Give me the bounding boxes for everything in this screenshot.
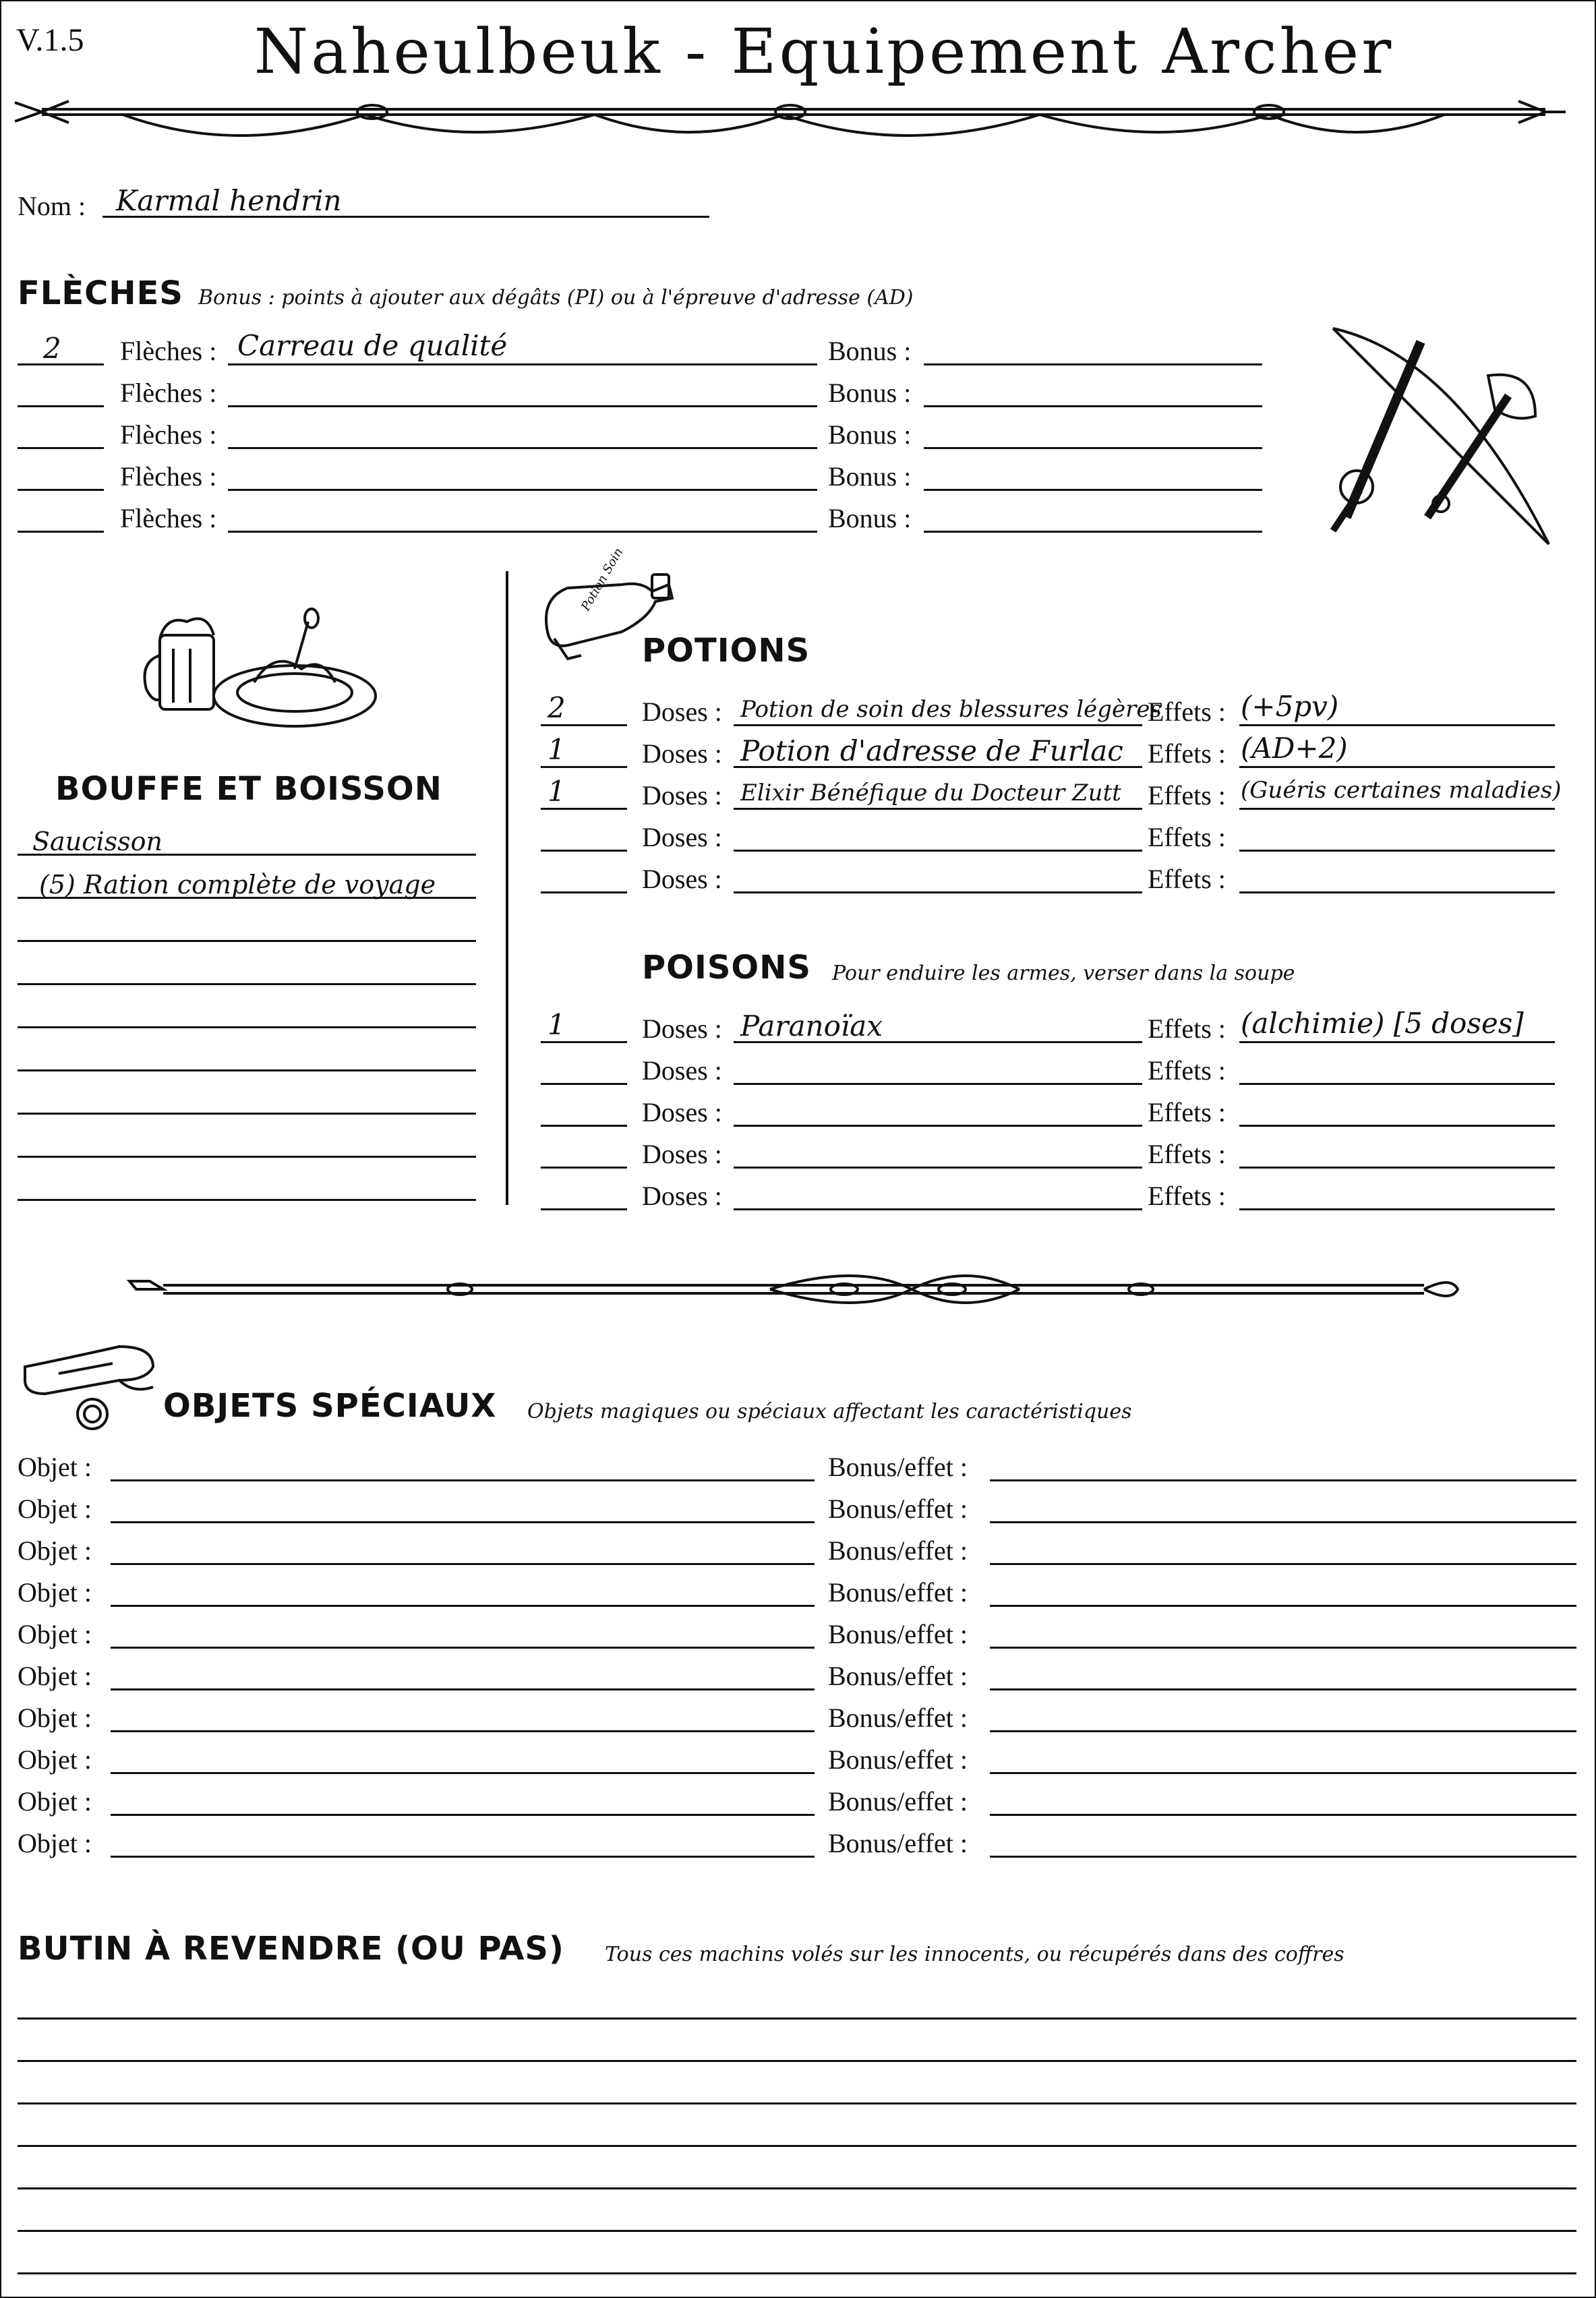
poisons-qty[interactable]: 1 [548,1008,566,1041]
poisons-effect-line [1239,1083,1555,1085]
fleches-bonus-label: Bonus : [828,503,912,533]
objet-label: Objet : [18,1744,92,1775]
objet-bonus-label: Bonus/effet : [828,1786,968,1817]
fleches-bonus-label: Bonus : [828,336,912,366]
potions-qty-line [541,766,627,768]
poisons-heading: POISONS [642,949,811,986]
potions-heading: POTIONS [642,632,810,670]
bouffe-line [18,1156,476,1158]
fleches-name-line [228,447,817,449]
objet-bonus-label: Bonus/effet : [828,1452,968,1482]
objet-bonus-label: Bonus/effet : [828,1535,968,1566]
nom-label: Nom : [18,191,86,221]
potions-qty-line [541,891,627,893]
butin-line[interactable] [18,2272,1576,2274]
objet-bonus-line[interactable] [990,1688,1576,1690]
bouffe-heading: BOUFFE ET BOISSON [55,770,442,808]
poisons-doses-label: Doses : [642,1055,722,1086]
potion-bottle-label: Potion Soin [579,546,626,614]
fleches-heading: FLÈCHES [18,274,183,312]
objet-bonus-line[interactable] [990,1563,1576,1565]
objet-bonus-line[interactable] [990,1521,1576,1523]
fleches-bonus-label: Bonus : [828,419,912,450]
fleches-qty-line [18,405,104,407]
objet-bonus-line[interactable] [990,1856,1576,1858]
poisons-qty-line [541,1208,627,1210]
poisons-effets-label: Effets : [1148,1139,1226,1169]
fleches-qty-line [18,447,104,449]
fleches-row-label: Flèches : [120,461,217,492]
fleches-bonus-label: Bonus : [828,378,912,408]
potions-effets-label: Effets : [1148,822,1226,852]
bouffe-line [18,1069,476,1071]
fleches-bonus-line [924,489,1262,491]
potions-doses-label: Doses : [642,780,722,811]
poisons-doses-label: Doses : [642,1139,722,1169]
butin-line[interactable] [18,2145,1576,2147]
poisons-doses-label: Doses : [642,1013,722,1044]
potions-doses-label: Doses : [642,864,722,894]
objet-bonus-label: Bonus/effet : [828,1703,968,1733]
fleches-bonus-line [924,405,1262,407]
column-divider [506,571,508,1205]
poisons-name[interactable]: Paranoïax [740,1009,883,1042]
potions-effect[interactable]: (Guéris certaines maladies) [1241,777,1562,804]
objet-bonus-line[interactable] [990,1730,1576,1732]
objet-bonus-label: Bonus/effet : [828,1494,968,1524]
objets-heading: OBJETS SPÉCIAUX [163,1387,497,1425]
potions-qty-line [541,808,627,810]
bouffe-line [18,1026,476,1028]
fleches-name[interactable]: Carreau de qualité [237,329,508,362]
potions-name[interactable]: Elixir Bénéfique du Docteur Zutt [740,779,1121,806]
potions-effect-line [1239,766,1555,768]
potions-effect-line [1239,850,1555,852]
objet-bonus-line[interactable] [990,1814,1576,1816]
objet-label: Objet : [18,1703,92,1733]
objet-line[interactable] [111,1563,815,1565]
bouffe-line [18,983,476,985]
objet-bonus-label: Bonus/effet : [828,1661,968,1691]
potions-effect[interactable]: (+5pv) [1241,690,1339,723]
fleches-bonus-line [924,363,1262,365]
bouffe-line [18,940,476,942]
page-title: Naheulbeuk - Equipement Archer [254,16,1394,88]
poisons-qty-line [541,1125,627,1127]
bouffe-item[interactable]: (5) Ration complète de voyage [39,870,436,900]
potions-name[interactable]: Potion d'adresse de Furlac [740,734,1123,767]
objet-label: Objet : [18,1452,92,1482]
potions-qty-line [541,850,627,852]
poisons-effect-line [1239,1041,1555,1043]
objet-label: Objet : [18,1535,92,1566]
objet-line[interactable] [111,1647,815,1649]
potions-name-line [734,891,1142,893]
bow-and-weapons-icon [1320,315,1569,558]
fleches-row-label: Flèches : [120,378,217,408]
objet-line[interactable] [111,1479,815,1481]
mug-and-plate-icon [140,608,382,736]
staff-divider-icon [129,1262,1465,1316]
objet-bonus-line[interactable] [990,1772,1576,1774]
poisons-effets-label: Effets : [1148,1055,1226,1086]
poisons-effets-label: Effets : [1148,1097,1226,1127]
objet-line[interactable] [111,1856,815,1858]
potions-effect-line [1239,724,1555,726]
objet-label: Objet : [18,1661,92,1691]
bouffe-item[interactable]: Saucisson [32,827,162,856]
objet-label: Objet : [18,1786,92,1817]
objet-bonus-label: Bonus/effet : [828,1619,968,1649]
potions-effect[interactable]: (AD+2) [1241,732,1348,765]
potions-effets-label: Effets : [1148,697,1226,727]
fleches-name-line [228,531,817,533]
objets-note: Objets magiques ou spéciaux affectant les caractéristiques [527,1400,1132,1423]
poisons-name-line [734,1125,1142,1127]
potions-effets-label: Effets : [1148,864,1226,894]
poisons-qty-line [541,1041,627,1043]
objet-bonus-line[interactable] [990,1647,1576,1649]
nom-line [102,216,709,218]
potions-doses-label: Doses : [642,738,722,769]
poisons-effect-line [1239,1167,1555,1169]
poisons-qty-line [541,1167,627,1169]
scroll-and-ring-icon [18,1340,167,1434]
objet-label: Objet : [18,1577,92,1608]
fleches-note: Bonus : points à ajouter aux dégâts (PI) ou à l'épreuve d'adresse (AD) [198,286,914,310]
poisons-effets-label: Effets : [1148,1181,1226,1211]
butin-line[interactable] [18,2102,1576,2104]
objet-line[interactable] [111,1772,815,1774]
poisons-doses-label: Doses : [642,1097,722,1127]
fleches-qty-line [18,489,104,491]
butin-line[interactable] [18,2060,1576,2062]
objet-bonus-label: Bonus/effet : [828,1744,968,1775]
potions-effets-label: Effets : [1148,780,1226,811]
objet-line[interactable] [111,1605,815,1607]
objet-bonus-line[interactable] [990,1479,1576,1481]
fleches-qty-line [18,531,104,533]
objet-label: Objet : [18,1619,92,1649]
objet-line[interactable] [111,1814,815,1816]
bouffe-line [18,1113,476,1115]
potions-effets-label: Effets : [1148,738,1226,769]
potions-effect-line [1239,808,1555,810]
fleches-bonus-label: Bonus : [828,461,912,492]
objet-bonus-label: Bonus/effet : [828,1828,968,1858]
objet-label: Objet : [18,1828,92,1858]
fleches-bonus-line [924,531,1262,533]
fleches-name-line [228,405,817,407]
objet-label: Objet : [18,1494,92,1524]
fleches-name-line [228,363,817,365]
fleches-name-line [228,489,817,491]
version-label: V.1.5 [16,22,84,58]
poisons-name-line [734,1167,1142,1169]
fleches-row-label: Flèches : [120,503,217,533]
bouffe-line [18,1199,476,1201]
butin-line[interactable] [18,2230,1576,2232]
poisons-qty-line [541,1083,627,1085]
poisons-effets-label: Effets : [1148,1013,1226,1044]
butin-line[interactable] [18,2187,1576,2189]
potions-qty[interactable]: 2 [548,691,566,724]
potions-qty-line [541,724,627,726]
fleches-bonus-line [924,447,1262,449]
potions-qty[interactable]: 1 [548,733,566,766]
fleches-qty[interactable]: 2 [43,332,61,365]
fleches-row-label: Flèches : [120,419,217,450]
objet-bonus-line[interactable] [990,1605,1576,1607]
poisons-effect-line [1239,1125,1555,1127]
butin-heading: BUTIN À REVENDRE (OU PAS) [18,1930,564,1968]
poisons-doses-label: Doses : [642,1181,722,1211]
poisons-effect-line [1239,1208,1555,1210]
poisons-name-line [734,1208,1142,1210]
potions-doses-label: Doses : [642,697,722,727]
objet-line[interactable] [111,1730,815,1732]
objet-bonus-label: Bonus/effet : [828,1577,968,1608]
potions-name-line [734,850,1142,852]
poisons-name-line [734,1083,1142,1085]
objet-line[interactable] [111,1688,815,1690]
poisons-effect[interactable]: (alchimie) [5 doses] [1241,1007,1524,1040]
potions-doses-label: Doses : [642,822,722,852]
butin-line[interactable] [18,2017,1576,2020]
poisons-note: Pour enduire les armes, verser dans la soupe [832,962,1295,985]
nom-value[interactable]: Karmal hendrin [116,184,342,217]
butin-note: Tous ces machins volés sur les innocents, ou récupérés dans des coffres [605,1943,1344,1966]
arrow-divider-icon [15,82,1579,150]
potions-qty[interactable]: 1 [548,775,566,808]
objet-line[interactable] [111,1521,815,1523]
potions-effect-line [1239,891,1555,893]
fleches-row-label: Flèches : [120,336,217,366]
potions-name[interactable]: Potion de soin des blessures légères [740,696,1162,723]
